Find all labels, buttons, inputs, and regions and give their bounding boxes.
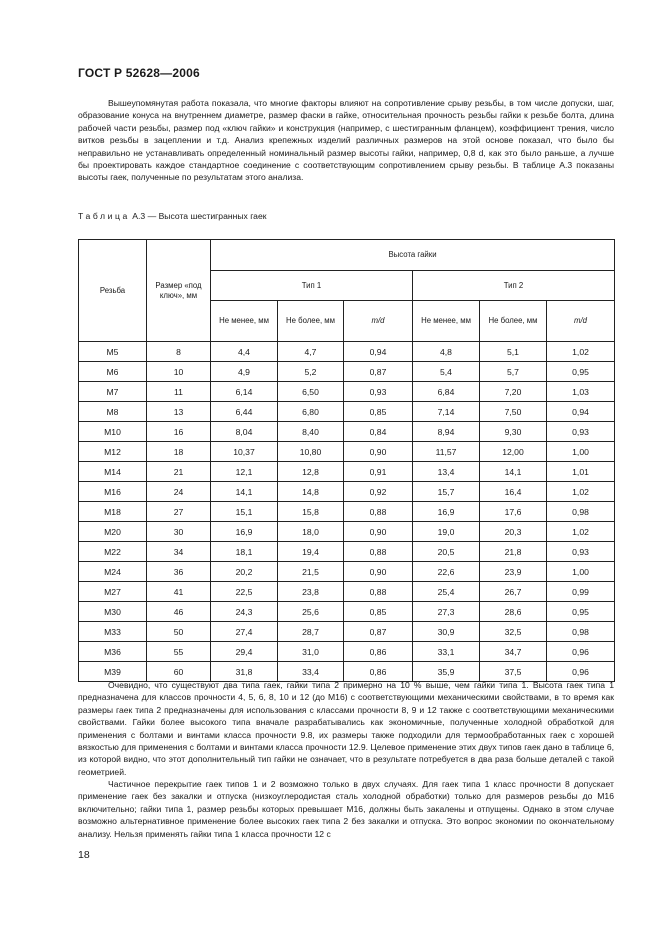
cell-type2-min: 8,94 [413,422,480,442]
cell-type2-max: 7,50 [480,402,547,422]
cell-type1-max: 23,8 [278,582,344,602]
cell-type2-min: 11,57 [413,442,480,462]
cell-type1-min: 20,2 [211,562,278,582]
cell-type2-max: 28,6 [480,602,547,622]
cell-type2-min: 16,9 [413,502,480,522]
header-type2-min: Не менее, мм [413,301,480,342]
cell-type2-max: 21,8 [480,542,547,562]
cell-type2-max: 34,7 [480,642,547,662]
cell-thread: М24 [79,562,147,582]
cell-type1-max: 12,8 [278,462,344,482]
cell-type2-ratio: 0,93 [547,542,615,562]
header-type1-max: Не более, мм [278,301,344,342]
table-row [79,522,615,542]
cell-type1-min: 29,4 [211,642,278,662]
cell-wrench-size: 30 [147,522,211,542]
cell-thread: М30 [79,602,147,622]
cell-type1-ratio: 0,90 [344,562,413,582]
cell-type1-min: 6,44 [211,402,278,422]
cell-type1-max: 10,80 [278,442,344,462]
page-number: 18 [78,849,90,861]
cell-type1-max: 33,4 [278,662,344,682]
cell-type1-ratio: 0,91 [344,462,413,482]
cell-type1-ratio: 0,87 [344,362,413,382]
table-row [79,342,615,362]
cell-thread: М8 [79,402,147,422]
cell-type1-ratio: 0,85 [344,402,413,422]
header-type-2: Тип 2 [413,271,615,301]
cell-type2-ratio: 1,02 [547,342,615,362]
cell-type2-max: 14,1 [480,462,547,482]
header-wrench-size: Размер «под ключ», мм [147,240,211,342]
cell-type2-min: 5,4 [413,362,480,382]
cell-wrench-size: 10 [147,362,211,382]
cell-type1-min: 18,1 [211,542,278,562]
cell-wrench-size: 21 [147,462,211,482]
cell-type1-max: 18,0 [278,522,344,542]
cell-type2-max: 16,4 [480,482,547,502]
header-thread: Резьба [79,240,147,342]
cell-wrench-size: 16 [147,422,211,442]
cell-type1-ratio: 0,90 [344,522,413,542]
cell-wrench-size: 34 [147,542,211,562]
cell-type2-ratio: 1,03 [547,382,615,402]
cell-thread: М6 [79,362,147,382]
table-row [79,582,615,602]
cell-type2-ratio: 1,00 [547,562,615,582]
table-row [79,602,615,622]
cell-type2-min: 33,1 [413,642,480,662]
cell-type1-min: 22,5 [211,582,278,602]
cell-wrench-size: 8 [147,342,211,362]
cell-type1-ratio: 0,87 [344,622,413,642]
cell-wrench-size: 11 [147,382,211,402]
cell-thread: М33 [79,622,147,642]
cell-type2-min: 22,6 [413,562,480,582]
cell-type2-min: 13,4 [413,462,480,482]
cell-type1-ratio: 0,93 [344,382,413,402]
cell-wrench-size: 46 [147,602,211,622]
cell-thread: М12 [79,442,147,462]
cell-type1-max: 6,80 [278,402,344,422]
cell-wrench-size: 36 [147,562,211,582]
cell-type2-ratio: 1,02 [547,522,615,542]
cell-type2-ratio: 0,95 [547,362,615,382]
header-type1-ratio: m/d [344,301,413,342]
header-type-1: Тип 1 [211,271,413,301]
table-row [79,502,615,522]
table-row [79,562,615,582]
table-caption-title: А.3 — Высота шестигранных гаек [132,211,267,221]
cell-type1-ratio: 0,90 [344,442,413,462]
cell-type1-max: 31,0 [278,642,344,662]
cell-type1-ratio: 0,94 [344,342,413,362]
table-caption [78,211,266,221]
cell-type1-min: 14,1 [211,482,278,502]
cell-type2-ratio: 0,95 [547,602,615,622]
cell-type1-min: 6,14 [211,382,278,402]
cell-type1-max: 25,6 [278,602,344,622]
cell-thread: М5 [79,342,147,362]
cell-type1-min: 15,1 [211,502,278,522]
cell-type1-max: 15,8 [278,502,344,522]
cell-type2-max: 9,30 [480,422,547,442]
table-row [79,402,615,422]
cell-type1-max: 5,2 [278,362,344,382]
table-row [79,542,615,562]
cell-type2-ratio: 1,01 [547,462,615,482]
cell-type1-min: 24,3 [211,602,278,622]
cell-wrench-size: 13 [147,402,211,422]
cell-type1-ratio: 0,88 [344,542,413,562]
paragraph-two-types: Очевидно, что существуют два типа гаек, гайки типа 2 примерно на 10 % выше, чем гайки типа 1. Высота гаек типа 1 предназначена для классов прочности 4, 5, 6, 8, 10 и 12 (до М16) с соответствующими механическими свойствами, в то время как размеры гаек типа 2 предназначены для использования с классами прочности 8, 9 и 12 также с соответствующими механическими свойствами. Гайки более высокого типа вначале разрабатывались как экономичные, полученные холодной обработкой для применения с болтами и винтами класса прочности 9.8, их размеры также подходили для термообработанных гаек с хорошей вязкостью для применения с болтами и винтами класса прочности 12.9. Целевое применение этих двух типов гаек дано в таблице 6, из которой видно, что этот дополнительный тип гайки не означает, что в результате потребуется в два раза больше деталей с такой геометрией. [78,680,614,777]
cell-type2-ratio: 0,96 [547,642,615,662]
cell-type2-min: 15,7 [413,482,480,502]
cell-type1-max: 4,7 [278,342,344,362]
cell-type1-min: 10,37 [211,442,278,462]
cell-type2-min: 30,9 [413,622,480,642]
cell-type2-max: 20,3 [480,522,547,542]
cell-thread: М20 [79,522,147,542]
cell-type1-max: 14,8 [278,482,344,502]
cell-thread: М14 [79,462,147,482]
cell-type2-ratio: 1,02 [547,482,615,502]
cell-type1-min: 27,4 [211,622,278,642]
cell-thread: М10 [79,422,147,442]
cell-wrench-size: 41 [147,582,211,602]
table-row [79,622,615,642]
cell-thread: М16 [79,482,147,502]
cell-type1-min: 8,04 [211,422,278,442]
cell-type2-min: 25,4 [413,582,480,602]
cell-type2-max: 12,00 [480,442,547,462]
cell-type1-min: 4,4 [211,342,278,362]
cell-type2-ratio: 0,98 [547,502,615,522]
cell-type2-ratio: 0,96 [547,662,615,682]
cell-wrench-size: 55 [147,642,211,662]
cell-type2-ratio: 0,98 [547,622,615,642]
cell-type1-ratio: 0,88 [344,582,413,602]
cell-thread: М27 [79,582,147,602]
cell-type1-max: 6,50 [278,382,344,402]
table-row [79,422,615,442]
cell-type2-ratio: 0,93 [547,422,615,442]
cell-thread: М7 [79,382,147,402]
header-type1-min: Не менее, мм [211,301,278,342]
table-caption-word: Таблица [78,211,130,221]
table-row [79,382,615,402]
cell-type1-ratio: 0,86 [344,642,413,662]
cell-type2-max: 5,7 [480,362,547,382]
cell-type1-ratio: 0,85 [344,602,413,622]
cell-type1-min: 12,1 [211,462,278,482]
cell-type2-max: 7,20 [480,382,547,402]
cell-wrench-size: 50 [147,622,211,642]
cell-type1-min: 31,8 [211,662,278,682]
cell-wrench-size: 24 [147,482,211,502]
cell-thread: М18 [79,502,147,522]
cell-type1-ratio: 0,92 [344,482,413,502]
cell-type1-ratio: 0,86 [344,662,413,682]
cell-wrench-size: 60 [147,662,211,682]
cell-type2-min: 4,8 [413,342,480,362]
cell-type2-max: 17,6 [480,502,547,522]
cell-type1-min: 4,9 [211,362,278,382]
nut-height-table [78,239,615,682]
cell-thread: М39 [79,662,147,682]
table-row [79,442,615,462]
cell-type2-min: 19,0 [413,522,480,542]
cell-type2-min: 20,5 [413,542,480,562]
paragraph-intro: Вышеупомянутая работа показала, что многие факторы влияют на сопротивление срыву резьбы, в том числе допуски, шаг, образование конуса на внутреннем диаметре, размер фаски в гайке, относительная прочность резьбы гайки к резьбе болта, длина рабочей части резьбы, размер под «ключ гайки» и конструкция (например, с шестигранным фланцем), коэффициент трения, число витков резьбы в зацеплении и т.д. Анализ крепежных изделий различных размеров на этой основе показал, что было бы неправильно не устанавливать определенный номинальный размер высоты гайки, например, 0,8 d, как это было раньше, а лучше бы проектировать каждое стандартное соединение с соответствующим сопротивлением срыву резьбы. В таблице А.3 показаны высоты гаек, полученные по результатам этого анализа. [78,98,614,183]
cell-type1-min: 16,9 [211,522,278,542]
cell-wrench-size: 18 [147,442,211,462]
header-type2-max: Не более, мм [480,301,547,342]
cell-thread: М22 [79,542,147,562]
cell-type1-max: 19,4 [278,542,344,562]
cell-type2-ratio: 0,94 [547,402,615,422]
cell-type2-max: 23,9 [480,562,547,582]
cell-type2-max: 37,5 [480,662,547,682]
header-type2-ratio: m/d [547,301,615,342]
cell-type2-ratio: 0,99 [547,582,615,602]
table-row [79,362,615,382]
cell-type2-max: 26,7 [480,582,547,602]
cell-type1-ratio: 0,84 [344,422,413,442]
cell-type1-max: 21,5 [278,562,344,582]
table-body [79,342,615,682]
cell-wrench-size: 27 [147,502,211,522]
cell-type2-ratio: 1,00 [547,442,615,462]
header-nut-height: Высота гайки [211,240,615,271]
table-row [79,482,615,502]
cell-type2-max: 32,5 [480,622,547,642]
table-row [79,462,615,482]
cell-type1-max: 28,7 [278,622,344,642]
cell-type2-min: 7,14 [413,402,480,422]
cell-type2-min: 6,84 [413,382,480,402]
cell-type2-max: 5,1 [480,342,547,362]
cell-thread: М36 [79,642,147,662]
cell-type2-min: 35,9 [413,662,480,682]
document-code-header: ГОСТ Р 52628—2006 [78,66,200,80]
table-row [79,642,615,662]
paragraph-overlap: Частичное перекрытие гаек типов 1 и 2 возможно только в двух случаях. Для гаек типа 1 класс прочности 8 допускает применение гаек без закалки и отпуска (низкоуглеродистая сталь холодной обработки) только для размеров резьбы до М16 включительно; гайки типа 1, размер резьбы которых превышает М16, должны быть закалены и отпущены. Однако в этом случае возможно альтернативное применение более высоких гаек типа 2 без закалки и отпуска. Это вопрос экономии по окончательному анализу. Нельзя применять гайки типа 1 класса прочности 12 с [78,779,614,839]
cell-type1-max: 8,40 [278,422,344,442]
cell-type2-min: 27,3 [413,602,480,622]
cell-type1-ratio: 0,88 [344,502,413,522]
